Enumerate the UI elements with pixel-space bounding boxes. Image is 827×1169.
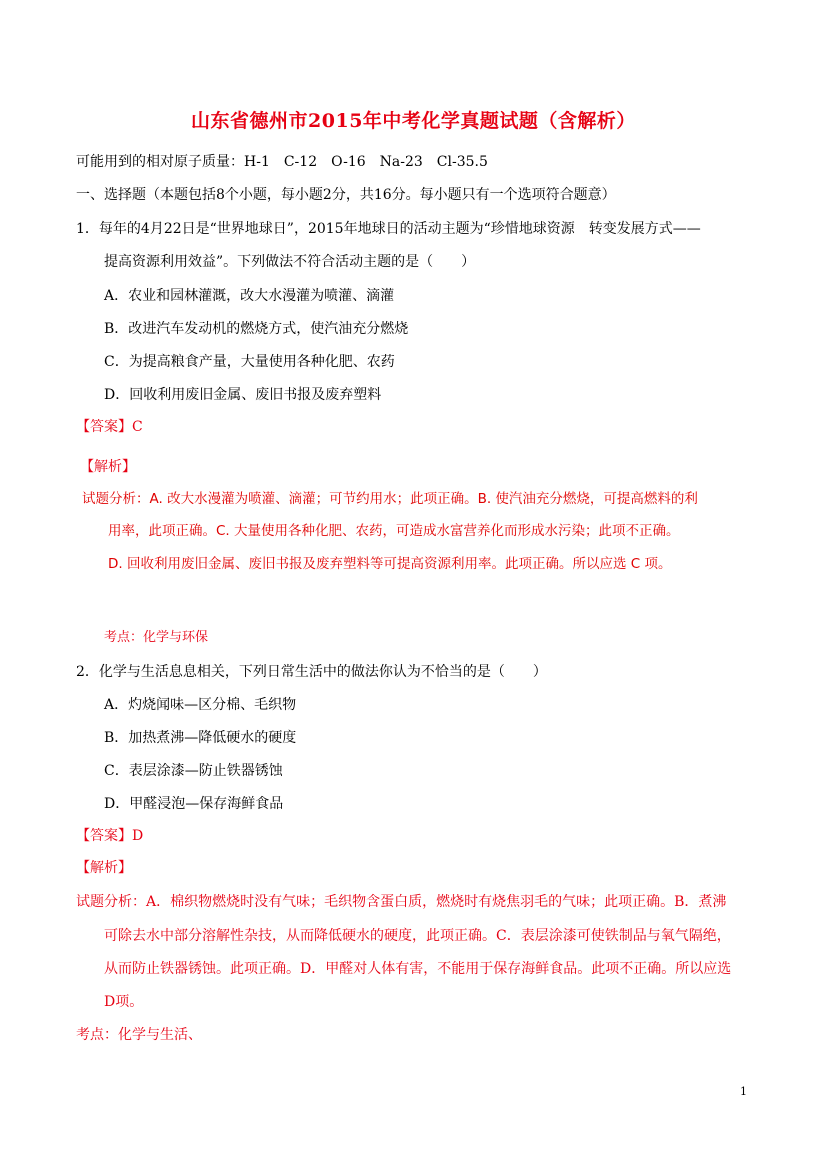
q1-stem-line2: 提高资源利用效益”。下列做法不符合活动主题的是（ ） xyxy=(104,254,476,270)
q1-option-d: D．回收利用废旧金属、废旧书报及废弃塑料 xyxy=(104,387,382,403)
q2-analysis-label: 【解析】 xyxy=(76,860,132,876)
q2-kaodian: 考点：化学与生活、 xyxy=(76,1027,202,1043)
atomic-masses: 可能用到的相对原子质量：H-1 C-12 O-16 Na-23 Cl-35.5 xyxy=(76,154,488,170)
q1-answer: 【答案】C xyxy=(76,419,143,435)
q2-answer: 【答案】D xyxy=(76,828,144,844)
q1-option-c: C．为提高粮食产量，大量使用各种化肥、农药 xyxy=(104,354,395,370)
q2-option-c: C．表层涂漆—防止铁器锈蚀 xyxy=(104,763,283,779)
q1-kaodian: 考点：化学与环保 xyxy=(104,630,209,645)
q2-option-d: D．甲醛浸泡—保存海鲜食品 xyxy=(104,796,284,812)
q2-option-b: B．加热煮沸—降低硬水的硬度 xyxy=(104,730,297,746)
q1-analysis-line: 用率，此项正确。C. 大量使用各种化肥、农药，可造成水富营养化而形成水污染；此项不正确。 xyxy=(108,523,680,539)
q2-analysis-line: D项。 xyxy=(104,994,144,1010)
q2-analysis-line: 可除去水中部分溶解性杂技，从而降低硬水的硬度，此项正确。C．表层涂漆可使铁制品与氧气隔绝， xyxy=(104,928,731,944)
page-title: 山东省德州市2015年中考化学真题试题（含解析） xyxy=(191,110,636,132)
q1-analysis-label: 【解析】 xyxy=(80,459,136,475)
q1-stem-line1: 1．每年的4月22日是“世界地球日”，2015年地球日的活动主题为“珍惜地球资源 转变发展方式—— xyxy=(76,221,701,237)
q2-analysis-line: 试题分析：A．棉织物燃烧时没有气味；毛织物含蛋白质，燃烧时有烧焦羽毛的气味；此项正确。B．煮沸 xyxy=(76,894,727,910)
q1-option-a: A．农业和园林灌溉，改大水漫灌为喷灌、滴灌 xyxy=(104,288,395,304)
section-heading: 一、选择题（本题包括8个小题，每小题2分，共16分。每小题只有一个选项符合题意） xyxy=(76,187,616,203)
q2-option-a: A．灼烧闻味—区分棉、毛织物 xyxy=(104,697,297,713)
q2-stem: 2．化学与生活息息相关，下列日常生活中的做法你认为不恰当的是（ ） xyxy=(76,664,547,680)
page-number: 1 xyxy=(740,1085,747,1098)
q1-option-b: B．改进汽车发动机的燃烧方式，使汽油充分燃烧 xyxy=(104,321,409,337)
q1-analysis-line: 试题分析：A. 改大水漫灌为喷灌、滴灌；可节约用水；此项正确。B. 使汽油充分燃烧，可提高燃料的利 xyxy=(82,491,698,507)
q2-analysis-line: 从而防止铁器锈蚀。此项正确。D．甲醛对人体有害，不能用于保存海鲜食品。此项不正确。所以应选 xyxy=(104,961,732,977)
q1-analysis-line: D. 回收利用废旧金属、废旧书报及废弃塑料等可提高资源利用率。此项正确。所以应选 C 项。 xyxy=(108,556,672,572)
